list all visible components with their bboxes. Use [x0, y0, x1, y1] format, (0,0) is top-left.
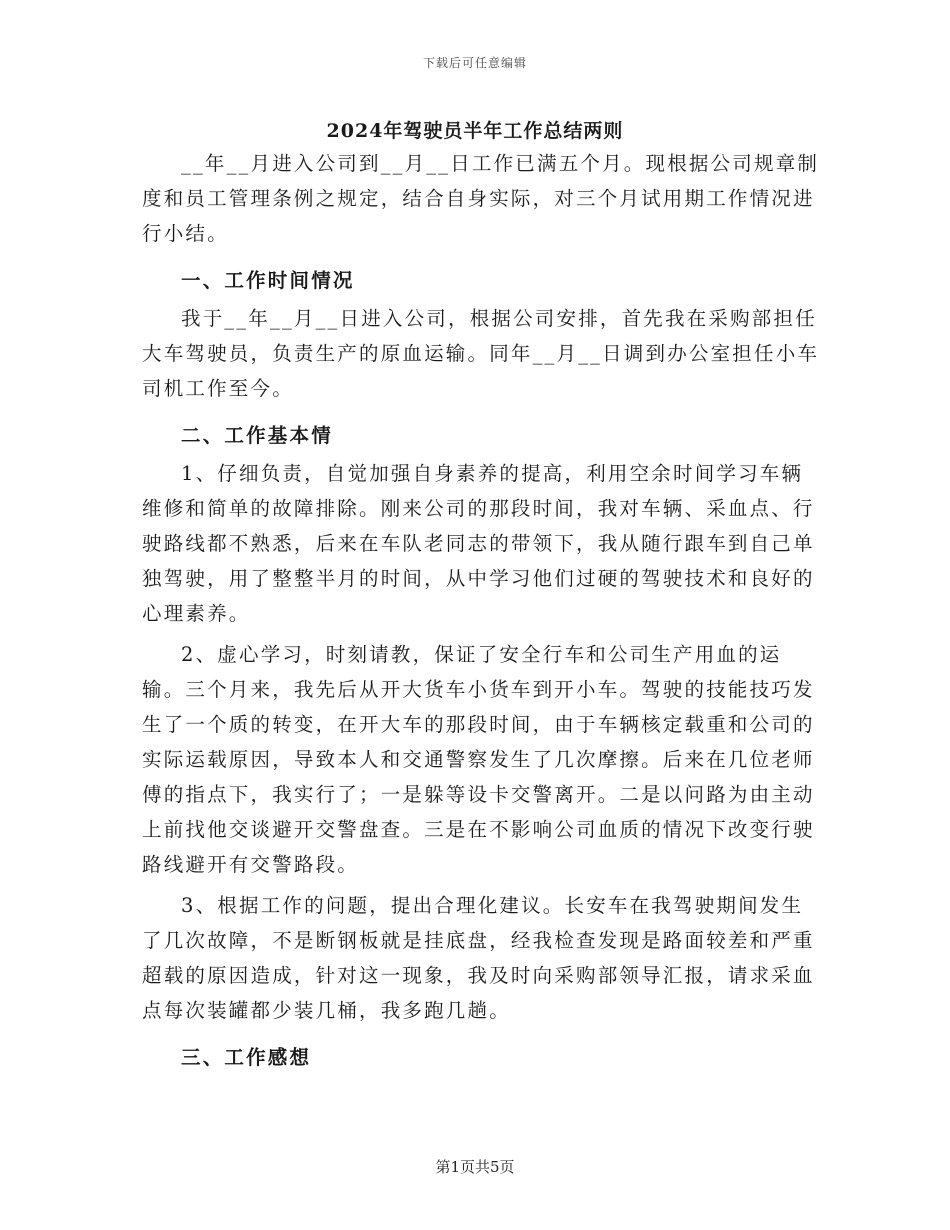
document-title: 2024年驾驶员半年工作总结两则 — [326, 120, 624, 142]
section-heading-1: 一、工作时间情况 — [181, 269, 355, 292]
header-note: 下载后可任意编辑 — [422, 56, 527, 70]
paragraph-item-3: 3、根据工作的问题，提出合理化建议。长安车在我驾驶期间发生了几次故障，不是断钢板就是挂底盘，经我检查发现是路面较差和严重超载的原因造成，针对这一现象，我及时向采购部领导汇报，请求采血点每次装罐都少装几桶，我多跑几趟。 — [142, 894, 815, 1022]
paragraph-work-time: 我于__年__月__日进入公司，根据公司安排，首先我在采购部担任大车驾驶员，负责生产的原血运输。同年__月__日调到办公室担任小车司机工作至今。 — [142, 307, 820, 400]
paragraph-item-2: 2、虚心学习，时刻请教，保证了安全行车和公司生产用血的运输。三个月来，我先后从开大货车小货车到开小车。驾驶的技能技巧发生了一个质的转变，在开大车的那段时间，由于车辆核定载重和公司的实际运载原因，导致本人和交通警察发生了几次摩擦。后来在几位老师傅的指点下，我实行了；一是躲等设卡交警离开。二是以问路为由主动上前找他交谈避开交警盘查。三是在不影响公司血质的情况下改变行驶路线避开有交警路段。 — [142, 643, 815, 876]
page-number: 第1页共5页 — [435, 1158, 515, 1176]
document-body — [142, 146, 822, 1078]
section-heading-2: 二、工作基本情 — [181, 424, 333, 447]
paragraph-intro: __年__月进入公司到__月__日工作已满五个月。现根据公司规章制度和员工管理条例之规定，结合自身实际，对三个月试用期工作情况进行小结。 — [142, 152, 820, 245]
paragraph-item-1: 1、仔细负责，自觉加强自身素养的提高，利用空余时间学习车辆维修和简单的故障排除。刚来公司的那段时间，我对车辆、采血点、行驶路线都不熟悉，后来在车队老同志的带领下，我从随行跟车到自己单独驾驶，用了整整半月的时间，从中学习他们过硬的驾驶技术和良好的心理素养。 — [142, 462, 815, 625]
section-heading-3: 三、工作感想 — [181, 1046, 312, 1069]
